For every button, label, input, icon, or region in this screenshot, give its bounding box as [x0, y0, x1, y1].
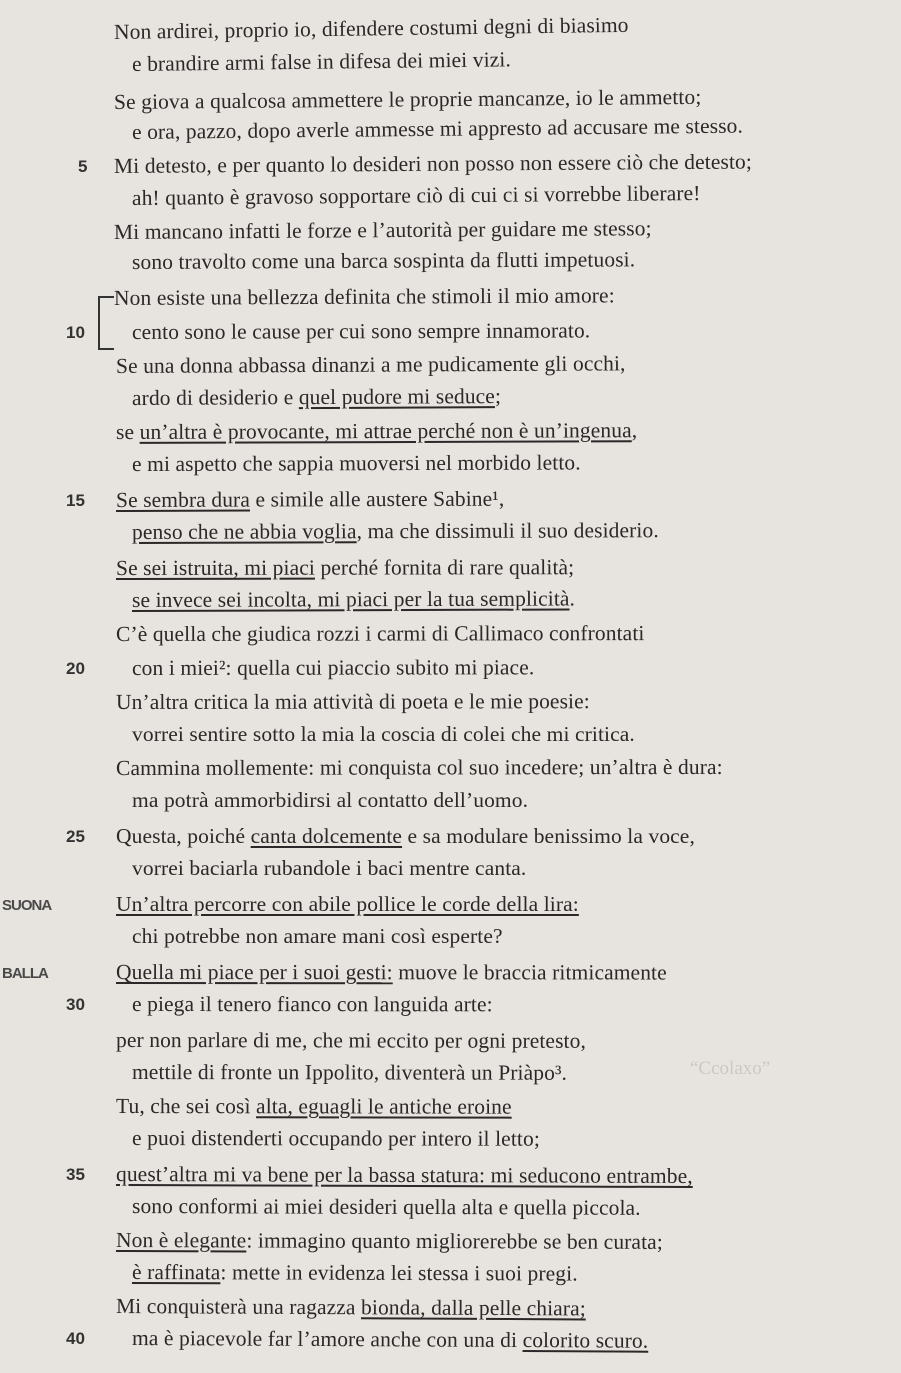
line-number: 35 [66, 1165, 85, 1184]
verse-line [116, 416, 637, 446]
verse-text: vorrei sentire sotto la mia la coscia di colei che mi critica. [132, 722, 635, 746]
verse-line [116, 958, 667, 986]
verse-line [132, 720, 635, 748]
verse-text: Cammina mollemente: mi conquista col suo incedere; un’altra è dura: [115, 754, 723, 780]
verse-text: Un’altra critica la mia attività di poeta e le mie poesie: [115, 689, 590, 714]
verse-line [116, 687, 590, 716]
verse-line [114, 148, 752, 180]
verse-line [132, 45, 511, 78]
verse-text: e piega il tenero fianco con languida arte: [131, 992, 493, 1017]
verse-text: Un’altra percorre con abile pollice le corde della lira: [116, 892, 579, 916]
verse-line [132, 112, 743, 146]
verse-line [116, 349, 626, 380]
verse-text: se invece sei incolta, mi piaci per la tua semplicità. [131, 586, 576, 612]
handwritten-margin-note: SUONA [2, 897, 52, 914]
line-number: 15 [66, 491, 85, 510]
verse-text: Se giova a qualcosa ammettere le proprie mancanze, io le ammetto; [113, 84, 702, 114]
verse-line [114, 214, 652, 246]
line-number: 5 [78, 157, 88, 176]
verse-text: Se sei istruita, mi piaci perché fornita di rare qualità; [115, 555, 575, 580]
verse-line [116, 553, 574, 582]
verse-text: Se sembra dura e simile alle austere Sabine¹, [115, 486, 505, 512]
verse-line [132, 922, 503, 950]
verse-line [114, 11, 629, 46]
line-number: 40 [66, 1329, 85, 1348]
verse-line [116, 1160, 693, 1190]
verse-text: Se una donna abbassa dinanzi a me pudicamente gli occhi, [115, 351, 626, 378]
verse-line [132, 1058, 567, 1087]
handwritten-margin-note: BALLA [2, 965, 48, 982]
verse-text: Non è elegante: immagino quanto migliorerebbe se ben curata; [115, 1228, 663, 1254]
line-number: 25 [66, 827, 85, 846]
verse-line [132, 990, 493, 1018]
verse-text: cento sono le cause per cui sono sempre innamorato. [131, 318, 591, 344]
verse-text: se un’altra è provocante, mi attrae perché non è un’ingenua, [115, 418, 638, 444]
verse-text: Mi conquisterà una ragazza bionda, dalla pelle chiara; [115, 1294, 586, 1321]
verse-line [114, 83, 702, 116]
verse-text: quest’altra mi va bene per la bassa statura: mi seducono entrambe, [115, 1162, 693, 1189]
verse-line [132, 448, 581, 478]
verse-text: Non esiste una bellezza definita che stimoli il mio amore: [113, 283, 615, 310]
verse-line [116, 753, 723, 782]
verse-line [114, 281, 615, 312]
verse-line [116, 1092, 512, 1121]
verse-line [116, 1226, 663, 1256]
verse-text: penso che ne abbia voglia, ma che dissimuli il suo desiderio. [131, 518, 659, 544]
verse-text: e mi aspetto che sappia muoversi nel morbido letto. [131, 450, 581, 476]
verse-text: ma è piacevole far l’amore anche con una di colorito scuro. [131, 1326, 649, 1353]
verse-text: e brandire armi false in difesa dei miei vizi. [131, 47, 512, 76]
verse-line [116, 890, 579, 918]
verse-text: chi potrebbe non amare mani così esperte? [132, 924, 503, 948]
verse-line [116, 485, 504, 514]
verse-text: ma potrà ammorbidirsi al contatto dell’uomo. [132, 788, 529, 812]
verse-line [132, 653, 534, 682]
verse-line [132, 584, 575, 614]
verse-text: con i miei²: quella cui piaccio subito mi piace. [131, 655, 535, 680]
verse-line [132, 245, 635, 276]
verse-text: Non ardirei, proprio io, difendere costumi degni di biasimo [113, 12, 629, 44]
verse-text: C’è quella che giudica rozzi i carmi di Callimaco confrontati [115, 621, 645, 646]
verse-line [132, 316, 590, 346]
verse-text: e ora, pazzo, dopo averle ammesse mi appresto ad accusare me stesso. [131, 113, 744, 144]
line-number: 10 [66, 323, 85, 342]
line-number: 20 [66, 659, 85, 678]
verse-text: è raffinata: mette in evidenza lei stessa i suoi pregi. [131, 1260, 578, 1286]
verse-line [132, 1192, 641, 1222]
verse-line [132, 382, 501, 412]
verse-line [132, 786, 528, 814]
verse-line [132, 1258, 578, 1288]
verse-text: Tu, che sei così alta, eguagli le antiche eroine [115, 1094, 512, 1119]
verse-text: e puoi distenderti occupando per intero il letto; [131, 1126, 540, 1151]
verse-text: Questa, poiché canta dolcemente e sa modulare benissimo la voce, [116, 824, 695, 848]
verse-text: sono conformi ai miei desideri quella alta e quella piccola. [131, 1194, 641, 1220]
verse-line [116, 822, 695, 850]
verse-text: ah! quanto è gravoso sopportare ciò di cui ci si vorrebbe liberare! [131, 181, 701, 210]
verse-text: vorrei baciarla rubandole i baci mentre canta. [132, 856, 527, 880]
verse-text: Mi mancano infatti le forze e l’autorità per guidare me stesso; [113, 216, 652, 244]
verse-line [132, 854, 526, 882]
verse-line [132, 516, 659, 546]
verse-text: Mi detesto, e per quanto lo desideri non posso non essere ciò che detesto; [113, 149, 752, 178]
verse-text: Quella mi piace per i suoi gesti: muove le braccia ritmicamente [115, 960, 667, 985]
verse-text: per non parlare di me, che mi eccito per ogni pretesto, [115, 1028, 586, 1053]
verse-text: mettile di fronte un Ippolito, diventerà un Priàpo³. [131, 1060, 568, 1085]
verse-line [132, 179, 701, 212]
verse-line [116, 1292, 586, 1322]
verse-line [132, 1124, 540, 1153]
bleed-through-text: “Ccolaxo” [690, 1058, 771, 1079]
verse-line [116, 619, 645, 648]
verse-text: ardo di desiderio e quel pudore mi seduce; [131, 384, 502, 410]
line-number: 30 [66, 995, 85, 1014]
verse-text: sono travolto come una barca sospinta da flutti impetuosi. [131, 247, 636, 274]
verse-line [116, 1026, 586, 1055]
verse-bracket-mark [98, 296, 114, 350]
verse-line [132, 1324, 648, 1355]
